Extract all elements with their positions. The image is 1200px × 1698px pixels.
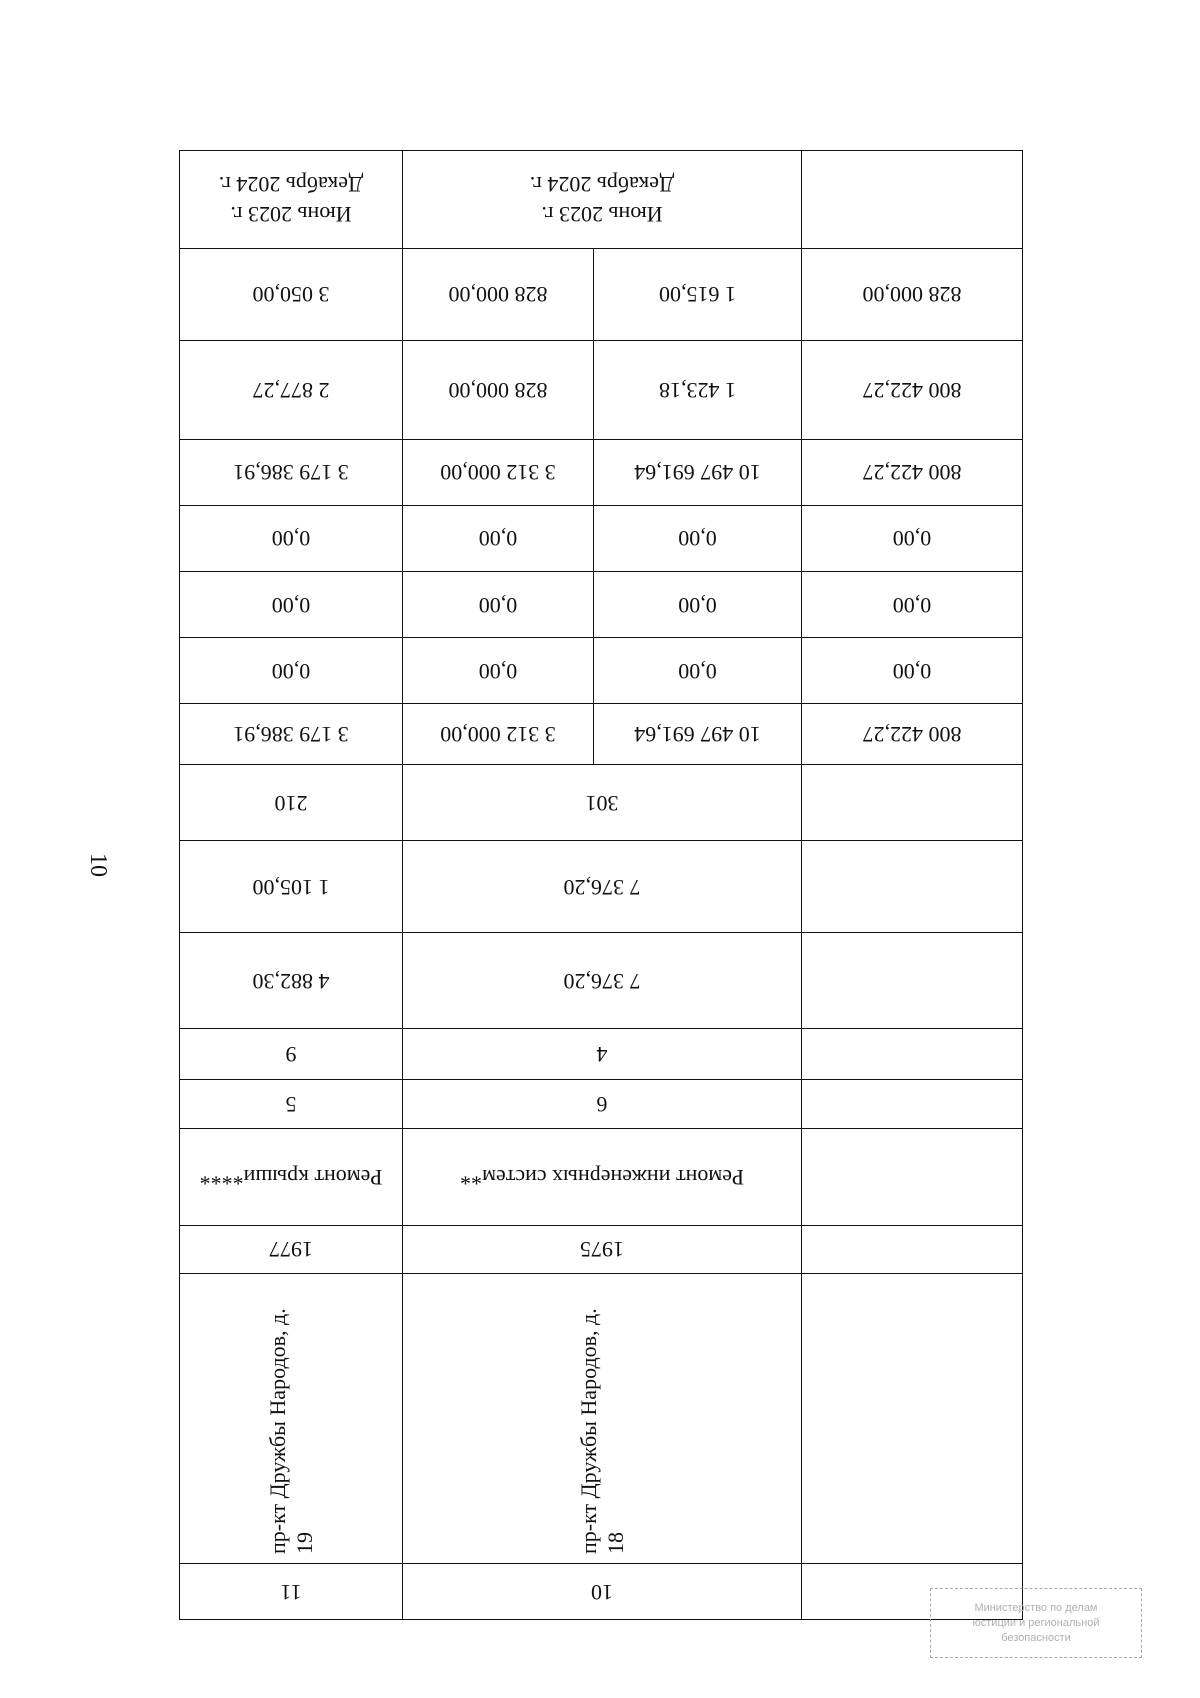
period-end: Декабрь 2024 г.: [529, 172, 675, 198]
money-cell: 800 422,27: [802, 704, 1023, 765]
money-cell: 0,00: [594, 505, 802, 571]
empty-cell: [802, 765, 1023, 841]
empty-cell: [802, 1225, 1023, 1274]
money-cell: 1 423,18: [594, 341, 802, 440]
money-cell: 1 615,00: [594, 248, 802, 341]
page-number: 10: [85, 853, 111, 877]
period-start: Июнь 2023 г.: [230, 202, 352, 228]
empty-cell: [802, 932, 1023, 1029]
stamp-line: юстиции и региональной: [972, 1616, 1100, 1629]
table-row: [180, 638, 1023, 704]
period-start: Июнь 2023 г.: [541, 202, 663, 228]
money-cell: 0,00: [802, 571, 1023, 637]
period-cell: [403, 151, 802, 249]
area-cell: 1 105,00: [180, 841, 403, 932]
address-cell: [403, 1274, 802, 1564]
table-row: [180, 248, 1023, 341]
official-stamp: [930, 1588, 1142, 1658]
table-row: [180, 1274, 1023, 1564]
money-cell: 3 312 000,00: [403, 704, 594, 765]
row-number: 11: [180, 1564, 403, 1620]
money-cell: 0,00: [802, 638, 1023, 704]
table-row: [180, 571, 1023, 637]
money-cell: 828 000,00: [403, 341, 594, 440]
table-row: [180, 1129, 1023, 1226]
money-cell: 0,00: [594, 571, 802, 637]
register-table: [179, 150, 1023, 1620]
period-end: Декабрь 2024 г.: [218, 172, 364, 198]
table-row: [180, 765, 1023, 841]
area-cell: 7 376,20: [403, 841, 802, 932]
money-cell: 2 877,27: [180, 341, 403, 440]
address-text: пр-кт Дружбы Народов, д. 19: [265, 1308, 317, 1554]
table-row: [180, 841, 1023, 932]
table-row: [180, 439, 1023, 505]
money-cell: 828 000,00: [403, 248, 594, 341]
row-number: 10: [403, 1564, 802, 1620]
address-text: пр-кт Дружбы Народов, д. 18: [576, 1308, 628, 1554]
table-row: [180, 151, 1023, 249]
money-cell: 0,00: [594, 638, 802, 704]
money-cell: 3 312 000,00: [403, 439, 594, 505]
money-cell: 3 179 386,91: [180, 704, 403, 765]
money-cell: 800 422,27: [802, 439, 1023, 505]
table-row: [180, 1080, 1023, 1129]
residents-cell: 210: [180, 765, 403, 841]
address-cell: [180, 1274, 403, 1564]
money-cell: 800 422,27: [802, 341, 1023, 440]
empty-cell: [802, 151, 1023, 249]
year-cell: 1977: [180, 1225, 403, 1274]
money-cell: 10 497 691,64: [594, 704, 802, 765]
empty-cell: [802, 841, 1023, 932]
empty-cell: [802, 1029, 1023, 1080]
money-cell: 3 179 386,91: [180, 439, 403, 505]
money-cell: 0,00: [403, 505, 594, 571]
value-cell: 9: [180, 1029, 403, 1080]
table-row: [180, 932, 1023, 1029]
period-cell: [180, 151, 403, 249]
money-cell: 10 497 691,64: [594, 439, 802, 505]
rotated-table-container: [180, 150, 1023, 1620]
stamp-line: безопасности: [1001, 1631, 1071, 1644]
table-row: [180, 704, 1023, 765]
table-row: [180, 1029, 1023, 1080]
work-type-cell: Ремонт крыши****: [180, 1129, 403, 1226]
stamp-line: Министерство по делам: [974, 1601, 1098, 1614]
money-cell: 0,00: [180, 571, 403, 637]
work-type-cell: Ремонт инженерных систем**: [403, 1129, 802, 1226]
money-cell: 0,00: [802, 505, 1023, 571]
table-row: [180, 1564, 1023, 1620]
empty-cell: [802, 1274, 1023, 1564]
money-cell: 0,00: [403, 638, 594, 704]
residents-cell: 301: [403, 765, 802, 841]
table-row: [180, 505, 1023, 571]
money-cell: 828 000,00: [802, 248, 1023, 341]
empty-cell: [802, 1080, 1023, 1129]
year-cell: 1975: [403, 1225, 802, 1274]
money-cell: 0,00: [180, 638, 403, 704]
area-cell: 7 376,20: [403, 932, 802, 1029]
empty-cell: [802, 1129, 1023, 1226]
value-cell: 6: [403, 1080, 802, 1129]
table-row: [180, 341, 1023, 440]
money-cell: 0,00: [180, 505, 403, 571]
money-cell: 0,00: [403, 571, 594, 637]
money-cell: 3 050,00: [180, 248, 403, 341]
value-cell: 5: [180, 1080, 403, 1129]
table-row: [180, 1225, 1023, 1274]
area-cell: 4 882,30: [180, 932, 403, 1029]
value-cell: 4: [403, 1029, 802, 1080]
